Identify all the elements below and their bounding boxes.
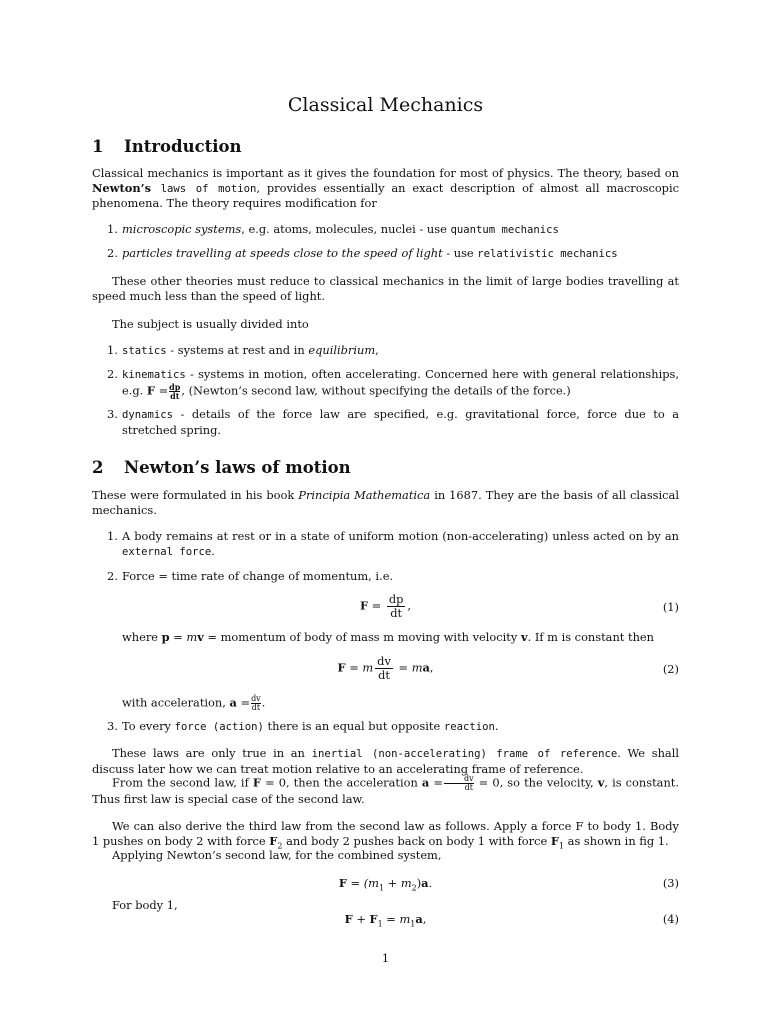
text-run: and body 2 pushes back on body 1 with force — [282, 833, 551, 848]
math-symbol: ) — [416, 876, 422, 890]
math-symbol: F — [359, 598, 369, 613]
section-heading-newtons-laws — [92, 458, 351, 478]
text-run: - systems at rest and in — [166, 343, 309, 357]
text-run: These laws are only true in an — [112, 746, 312, 760]
list-number: 1. — [107, 343, 118, 357]
intro-paragraph-1 — [92, 166, 679, 211]
equation-body — [92, 912, 679, 927]
italic-run: microscopic systems — [122, 222, 242, 236]
math-symbol: a — [421, 775, 430, 790]
math-symbol: . — [428, 876, 433, 890]
equation-label: (2) — [662, 662, 679, 676]
italic-run: equilibrium — [308, 343, 376, 357]
math-symbol: + m — [384, 876, 412, 890]
subscript: 2 — [411, 883, 417, 893]
text-run: . — [211, 543, 215, 558]
text-run: with acceleration, — [122, 695, 230, 710]
text-run: Classical mechanics is important as it gives the foundation for most of physics. The theory, based on — [92, 166, 679, 180]
list-item — [107, 367, 679, 400]
fraction-numerator: dp — [169, 381, 181, 392]
math-symbol: , — [429, 660, 434, 675]
text-run: , provides essentially an exact description of almost all macroscopic phenomena. The theory requires modification for — [92, 180, 679, 211]
section-title: Newton’s laws of motion — [124, 458, 351, 477]
math-symbol: F — [338, 876, 347, 890]
text-run: = momentum of body of mass m moving with velocity — [203, 630, 521, 644]
text-run: , — [375, 343, 379, 357]
inline-fraction — [169, 383, 180, 400]
text-run: = 0, so the velocity, — [474, 775, 598, 790]
paper-page — [92, 0, 679, 1024]
typewriter-run: dynamics — [122, 409, 174, 421]
section-title: Introduction — [124, 137, 242, 156]
math-symbol: F — [550, 833, 559, 848]
equation-label: (1) — [662, 600, 679, 614]
text-run: - details of the force law are specified, e.g. gravitational force, force due to a stretched spring. — [122, 407, 679, 437]
fraction — [387, 593, 406, 620]
math-symbol: F — [252, 775, 261, 790]
fraction-denominator: dt — [378, 668, 390, 682]
subscript: 1 — [410, 919, 416, 929]
text-run: We can also derive the third law from the second law as follows. Apply a force F to body 1. Body 1 pushes on body 2 with force — [92, 819, 679, 848]
math-symbol: = — [368, 598, 385, 613]
inline-fraction — [251, 695, 261, 712]
list-item — [107, 222, 679, 238]
newton-paragraph-4 — [92, 819, 679, 848]
text-run: . If m is constant then — [527, 630, 654, 644]
math-symbol: , — [422, 912, 427, 926]
math-symbol: v — [197, 630, 204, 644]
list-number: 1. — [107, 529, 118, 543]
text-run: These were formulated in his book — [92, 488, 299, 502]
italic-run: particles travelling at speeds close to the speed of light — [122, 246, 443, 260]
intro-paragraph-3: The subject is usually divided into — [112, 317, 309, 331]
math-symbol: . — [261, 695, 266, 710]
math-symbol: a — [421, 876, 429, 890]
subscript: 2 — [277, 840, 283, 850]
fraction-denominator: dt — [170, 390, 180, 401]
acceleration-definition — [122, 695, 679, 712]
math-symbol: = — [236, 695, 251, 710]
text-run: From the second law, if — [112, 775, 253, 790]
text-run: , (Newton’s second law, without specifying the details of the force.) — [181, 383, 571, 398]
typewriter-run: statics — [122, 345, 167, 357]
fraction-numerator: dv — [377, 654, 391, 668]
italic-run: Principia Mathematica — [298, 488, 431, 502]
newton-paragraph-6: For body 1, — [112, 898, 178, 912]
subscript: 1 — [558, 840, 565, 850]
fraction — [375, 655, 393, 682]
typewriter-run: external force — [122, 545, 212, 558]
list-item — [107, 246, 679, 262]
newton-paragraph-2 — [92, 746, 679, 776]
list-item — [107, 343, 679, 359]
math-symbol: a — [415, 912, 423, 926]
list-number: 1. — [107, 222, 118, 236]
fraction-numerator: dv — [251, 694, 261, 703]
equation-label: (3) — [662, 876, 679, 890]
text-run: there is an equal but opposite — [263, 719, 444, 733]
math-symbol: F — [344, 912, 353, 926]
list-item-law-3 — [107, 719, 679, 735]
text-run: where — [122, 630, 162, 644]
subscript: 1 — [377, 919, 383, 929]
text-run: A body remains at rest or in a state of uniform motion (non-accelerating) unless acted on by an — [122, 529, 679, 543]
page-number: 1 — [381, 951, 390, 965]
fraction-denominator: dt — [251, 703, 261, 712]
equation-label: (4) — [662, 912, 679, 926]
typewriter-run: force (action) — [174, 721, 264, 733]
list-number: 3. — [107, 407, 118, 421]
text-run: , e.g. atoms, molecules, nuclei - use — [241, 222, 451, 236]
intro-paragraph-2: These other theories must reduce to classical mechanics in the limit of large bodies travelling at speed much less than the speed of light. — [92, 274, 679, 303]
math-symbol: = m — [169, 630, 198, 644]
bold-run: Newton’s — [92, 180, 151, 195]
text-run: Force = time rate of change of momentum, i.e. — [122, 569, 394, 583]
list-number: 3. — [107, 719, 118, 733]
equation-1 — [92, 593, 679, 621]
momentum-definition — [122, 630, 679, 645]
text-run: in 1687. They are the basis of all classical mechanics. — [92, 488, 679, 517]
text-run: , is constant. Thus first law is special case of the second law. — [92, 775, 679, 806]
inline-fraction — [444, 775, 474, 792]
typewriter-run: kinematics — [122, 369, 186, 381]
text-run: . We shall discuss later how we can treat motion relative to an accelerating frame of reference. — [92, 746, 679, 776]
math-symbol: v — [520, 630, 528, 644]
typewriter-run: reaction — [443, 721, 495, 733]
math-symbol: = m — [382, 912, 411, 926]
list-item — [107, 407, 679, 437]
math-symbol: F — [337, 660, 346, 675]
math-symbol: = m — [394, 660, 423, 675]
math-symbol: , — [407, 598, 412, 613]
math-symbol: v — [597, 775, 605, 790]
math-symbol: = m — [345, 660, 374, 675]
section-heading-introduction — [92, 137, 242, 157]
math-symbol: + — [352, 912, 370, 926]
list-number: 2. — [107, 367, 118, 381]
fraction-numerator: dv — [444, 775, 474, 784]
fraction-denominator: dt — [390, 606, 403, 620]
math-symbol: F — [369, 912, 378, 926]
math-symbol: p — [161, 630, 170, 644]
text-run: = 0, then the acceleration — [260, 775, 422, 790]
list-item-law-2 — [107, 569, 679, 584]
document-title: Classical Mechanics — [287, 94, 484, 116]
fraction-denominator: dt — [464, 783, 473, 792]
subscript: 1 — [378, 883, 385, 893]
math-symbol: F — [269, 833, 278, 848]
math-symbol: = — [429, 775, 443, 790]
text-run: - systems in motion, often accelerating. Concerned here with general relationships, e.g. — [122, 367, 679, 398]
typewriter-run: relativistic mechanics — [477, 248, 618, 260]
text-run: To every — [122, 719, 175, 733]
typewriter-run: quantum mechanics — [450, 224, 559, 236]
typewriter-run: inertial (non-accelerating) frame of reference — [311, 748, 618, 760]
newton-paragraph-5: Applying Newton’s second law, for the combined system, — [112, 848, 442, 862]
math-symbol: = (m — [346, 876, 379, 890]
list-number: 2. — [107, 569, 118, 583]
section-number: 1 — [92, 137, 104, 156]
list-item-law-1 — [107, 529, 679, 559]
text-run: as shown in fig 1. — [564, 833, 669, 848]
equation-body — [92, 655, 679, 682]
fraction-numerator: dp — [388, 592, 404, 606]
math-symbol: F — [146, 383, 155, 398]
equation-body — [92, 593, 679, 620]
newton-paragraph-1 — [92, 488, 679, 517]
newton-paragraph-3 — [92, 775, 679, 807]
equation-2 — [92, 655, 679, 683]
typewriter-run: laws of motion — [150, 182, 257, 195]
text-run: - use — [442, 246, 478, 260]
math-symbol: = — [155, 383, 169, 398]
math-symbol: a — [422, 660, 430, 675]
equation-4 — [92, 912, 679, 940]
text-run: . — [494, 719, 499, 733]
section-number: 2 — [92, 458, 104, 477]
list-number: 2. — [107, 246, 118, 260]
equation-body — [92, 876, 679, 891]
math-symbol: a — [229, 695, 237, 710]
